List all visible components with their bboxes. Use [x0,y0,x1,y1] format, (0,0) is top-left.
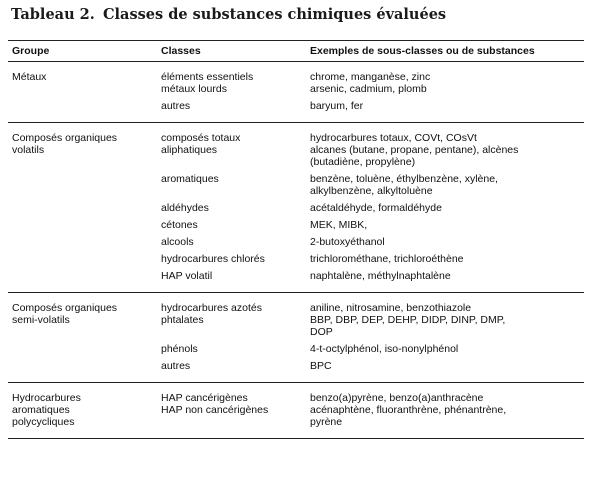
exemples-line: 4-t-octylphénol, iso-nonylphénol [310,343,459,355]
exemples-line: hydrocarbures totaux, COVt, COsVt [310,132,477,144]
exemples-line: arsenic, cadmium, plomb [310,83,427,95]
classe-cell [157,268,306,293]
classe-line: autres [161,100,191,112]
classe-cell [157,123,306,172]
classe-line: éléments essentiels [161,71,254,83]
group-name-line: Composés organiques [12,132,118,144]
classe-line: autres [161,360,191,372]
exemples-line: aniline, nitrosamine, benzothiazole [310,302,472,314]
exemples-line: benzo(a)pyrène, benzo(a)anthracène [310,392,484,404]
exemples-cell [306,98,584,123]
group-metaux [8,62,584,123]
classe-cell [157,234,306,251]
classe-line: composés totaux [161,132,241,144]
classe-line: hydrocarbures chlorés [161,253,265,265]
classe-cell [157,293,306,342]
exemples-line: trichlorométhane, trichloroéthène [310,253,464,265]
header-exemples: Exemples de sous-classes ou de substances [310,45,535,57]
exemples-line: BBP, DBP, DEP, DEHP, DIDP, DINP, DMP, [310,314,506,326]
classe-cell [157,62,306,99]
exemples-line: naphtalène, méthylnaphtalène [310,270,451,282]
substances-table [8,40,584,439]
group-name-line: aromatiques [12,404,70,416]
exemples-line: DOP [310,326,333,338]
table-number: Tableau 2. [11,6,95,23]
classe-cell [157,217,306,234]
group-name-line: Métaux [12,71,47,83]
exemples-cell [306,171,584,200]
exemples-cell [306,358,584,383]
exemples-line: benzène, toluène, éthylbenzène, xylène, [310,173,498,185]
exemples-line: MEK, MIBK, [310,219,368,231]
header-classes: Classes [161,45,201,57]
classe-cell [157,251,306,268]
exemples-line: 2-butoxyéthanol [310,236,385,248]
exemples-line: baryum, fer [310,100,364,112]
group-name-cell [8,383,157,439]
classe-line: alcools [161,236,194,248]
exemples-cell [306,341,584,358]
exemples-cell [306,62,584,99]
classe-line: hydrocarbures azotés [161,302,262,314]
table-title: Classes de substances chimiques évaluées [103,6,447,23]
classe-line: aliphatiques [161,144,218,156]
exemples-line: (butadiène, propylène) [310,156,416,168]
classe-line: HAP cancérigènes [161,392,248,404]
group-name-cell [8,123,157,293]
exemples-cell [306,123,584,172]
classe-cell [157,341,306,358]
exemples-cell [306,251,584,268]
group-hap [8,383,584,439]
exemples-line: alcanes (butane, propane, pentane), alcènes [310,144,519,156]
table-row [8,383,584,439]
classe-line: phénols [161,343,198,355]
group-name-line: semi-volatils [12,314,70,326]
classe-line: phtalates [161,314,204,326]
group-name-cell [8,62,157,123]
exemples-line: chrome, manganèse, zinc [310,71,431,83]
group-cov [8,123,584,293]
group-cosv [8,293,584,383]
table-caption [11,6,446,23]
table-row [8,293,584,342]
classe-cell [157,383,306,439]
group-name-line: volatils [12,144,45,156]
group-name-line: Composés organiques [12,302,118,314]
group-name-line: polycycliques [12,416,75,428]
classe-line: cétones [161,219,198,231]
classe-line: aldéhydes [161,202,209,214]
exemples-cell [306,234,584,251]
classe-cell [157,171,306,200]
exemples-line: pyrène [310,416,343,428]
classe-cell [157,98,306,123]
classe-line: métaux lourds [161,83,227,95]
table-row [8,123,584,172]
exemples-cell [306,217,584,234]
exemples-cell [306,200,584,217]
classe-line: aromatiques [161,173,219,185]
exemples-cell [306,268,584,293]
classe-line: HAP volatil [161,270,213,282]
exemples-line: acénaphtène, fluoranthrène, phénantrène, [310,404,507,416]
group-name-cell [8,293,157,383]
exemples-cell [306,383,584,439]
classe-cell [157,200,306,217]
table-row [8,62,584,99]
classe-line: HAP non cancérigènes [161,404,269,416]
group-name-line: Hydrocarbures [12,392,81,404]
exemples-line: acétaldéhyde, formaldéhyde [310,202,442,214]
exemples-line: BPC [310,360,332,372]
header-groupe: Groupe [12,45,50,57]
exemples-line: alkylbenzène, alkyltoluène [310,185,433,197]
classe-cell [157,358,306,383]
header-row [8,41,584,62]
exemples-cell [306,293,584,342]
